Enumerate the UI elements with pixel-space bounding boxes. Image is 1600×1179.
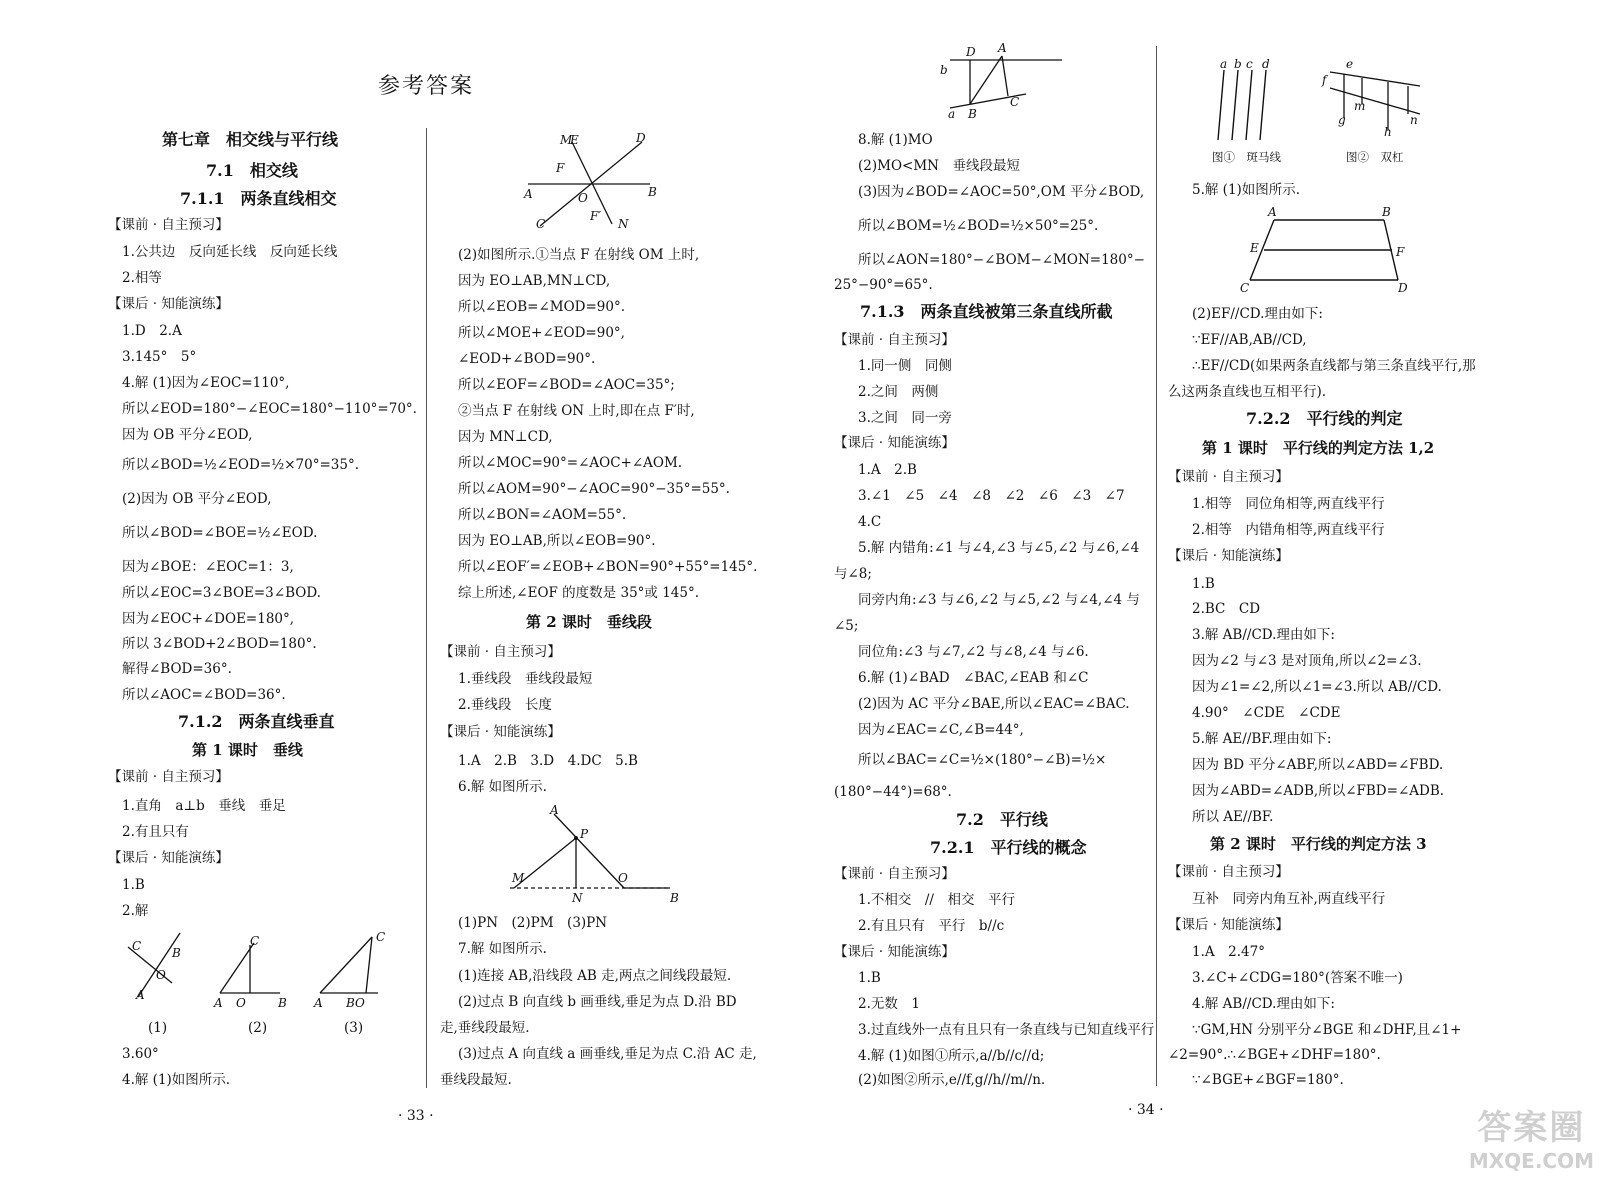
page-title: 参考答案 — [378, 74, 475, 99]
tag-preview: 【课前 · 自主预习】 — [1168, 864, 1289, 880]
answer-line: 所以∠BOM=½∠BOD=½×50°=25°. — [858, 218, 1099, 234]
answer-line: 2.有且只有 平行 b//c — [858, 918, 1005, 934]
svg-text:a: a — [1220, 57, 1228, 71]
tag-preview: 【课前 · 自主预习】 — [440, 644, 561, 660]
svg-text:D: D — [1398, 281, 1408, 295]
svg-text:C: C — [536, 217, 546, 231]
answer-line: 解得∠BOD=36°. — [122, 661, 232, 677]
figure-parallel-bars — [1314, 52, 1434, 144]
answer-line: 4.解 (1)因为∠EOC=110°, — [122, 375, 290, 391]
svg-text:E: E — [570, 133, 579, 147]
svg-text:n: n — [1410, 113, 1418, 127]
answer-line: (2)如图所示.①当点 F 在射线 OM 上时, — [458, 247, 700, 263]
answer-line: 1.同一侧 同侧 — [858, 358, 952, 374]
answer-line: 2.之间 两侧 — [858, 384, 939, 400]
answer-line: 2.解 — [122, 903, 149, 919]
answer-line: 所以∠BON=∠AOM=55°. — [458, 507, 627, 523]
tag-preview: 【课前 · 自主预习】 — [834, 332, 955, 348]
svg-text:N: N — [618, 217, 629, 231]
svg-text:a: a — [948, 107, 956, 121]
answer-line: 3.过直线外一点有且只有一条直线与已知直线平行 — [858, 1022, 1155, 1038]
watermark — [1469, 1100, 1594, 1173]
watermark-url: MXQE.COM — [1468, 1149, 1594, 1173]
figure-perpendicular-segment — [500, 802, 700, 907]
svg-text:A: A — [998, 42, 1007, 55]
answer-line: 1.B — [1192, 576, 1215, 592]
answer-line: 6.解 (1)∠BAD ∠BAC,∠EAB 和∠C — [858, 670, 1089, 686]
answer-line: 1.直角 a⊥b 垂线 垂足 — [122, 798, 286, 814]
answer-line: 所以∠BAC=∠C=½×(180°−∠B)=½× — [858, 752, 1107, 768]
svg-text:d: d — [1262, 57, 1270, 71]
section-heading: 7.1 相交线 — [206, 161, 298, 180]
answer-line: 1.公共边 反向延长线 反向延长线 — [122, 244, 338, 260]
answer-line: 7.解 如图所示. — [458, 941, 547, 957]
figure-caption: (1) — [148, 1020, 168, 1036]
answer-line: 所以∠EOC=3∠BOE=3∠BOD. — [122, 585, 321, 601]
answer-line: 1.垂线段 垂线段最短 — [458, 671, 593, 687]
tag-preview: 【课前 · 自主预习】 — [108, 217, 229, 233]
answer-line: 同位角:∠3 与∠7,∠2 与∠8,∠4 与∠6. — [858, 644, 1089, 660]
svg-text:B: B — [670, 891, 679, 905]
svg-text:A: A — [214, 996, 223, 1010]
figure-caption: 图② 双杠 — [1346, 150, 1404, 164]
figure-perpendiculars — [110, 925, 400, 1015]
svg-text:O: O — [578, 191, 588, 205]
answer-line: 2.无数 1 — [858, 996, 920, 1012]
svg-text:P: P — [580, 827, 589, 841]
answer-line: (2)MO<MN 垂线段最短 — [858, 158, 1020, 174]
svg-text:O: O — [236, 996, 246, 1010]
svg-text:m: m — [1354, 99, 1366, 113]
figure-intersecting-lines — [520, 128, 680, 238]
answer-line: 所以∠AOC=∠BOD=36°. — [122, 687, 286, 703]
column-divider — [1156, 46, 1157, 1086]
answer-line: 因为∠EAC=∠C,∠B=44°, — [858, 722, 1024, 738]
tag-practice: 【课后 · 知能演练】 — [1168, 548, 1289, 564]
answer-line: 1.相等 同位角相等,两直线平行 — [1192, 496, 1385, 512]
page-number: · 34 · — [1128, 1102, 1164, 1118]
svg-text:f: f — [1322, 73, 1327, 87]
svg-text:B: B — [968, 107, 977, 121]
figure-caption: (3) — [344, 1020, 364, 1036]
svg-text:B: B — [648, 185, 657, 199]
answer-line: 所以∠BOD=½∠EOD=½×70°=35°. — [122, 457, 359, 473]
figure-zebra-crossing — [1206, 56, 1286, 148]
answer-line: 么这两条直线也互相平行). — [1168, 384, 1327, 400]
svg-text:D: D — [966, 45, 976, 59]
answer-line: 所以∠EOB=∠MOD=90°. — [458, 299, 626, 315]
answer-line: 5.解 内错角:∠1 与∠4,∠3 与∠5,∠2 与∠6,∠4 — [858, 540, 1140, 556]
answer-line: 互补 同旁内角互补,两直线平行 — [1192, 891, 1386, 907]
answer-line: 同旁内角:∠3 与∠6,∠2 与∠5,∠2 与∠4,∠4 与 — [858, 592, 1140, 608]
svg-text:b: b — [940, 63, 948, 77]
tag-practice: 【课后 · 知能演练】 — [1168, 917, 1289, 933]
answer-line: 4.C — [858, 514, 882, 530]
answer-line: 因为∠ABD=∠ADB,所以∠FBD=∠ADB. — [1192, 783, 1445, 799]
answer-line: ∵∠BGE+∠BGF=180°. — [1192, 1072, 1344, 1088]
svg-text:A: A — [314, 996, 323, 1010]
svg-text:C: C — [1240, 281, 1250, 295]
svg-text:BO: BO — [346, 996, 365, 1010]
answer-line: 4.90° ∠CDE ∠CDE — [1192, 705, 1341, 721]
answer-line: ∵EF//AB,AB//CD, — [1192, 332, 1307, 348]
svg-text:A: A — [136, 988, 145, 1002]
svg-text:A: A — [524, 187, 533, 201]
answer-line: 所以∠MOE+∠EOD=90°, — [458, 325, 625, 341]
answer-line: 垂线段最短. — [440, 1072, 512, 1088]
answer-line: 因为 MN⊥CD, — [458, 429, 553, 445]
answer-line: 因为 BD 平分∠ABF,所以∠ABD=∠FBD. — [1192, 757, 1444, 773]
lesson-heading: 第 1 课时 平行线的判定方法 1,2 — [1202, 439, 1435, 457]
answer-line: 4.解 (1)如图①所示,a//b//c//d; — [858, 1048, 1045, 1064]
answer-line: 2.BC CD — [1192, 601, 1261, 617]
svg-text:C: C — [250, 934, 260, 948]
svg-text:B: B — [1382, 205, 1391, 219]
answer-line: ∵GM,HN 分别平分∠BGE 和∠DHF,且∠1+ — [1192, 1022, 1462, 1038]
answer-line: ∠EOD+∠BOD=90°. — [458, 351, 596, 367]
answer-line: 3.60° — [122, 1046, 159, 1062]
svg-text:g: g — [1338, 113, 1346, 127]
answer-line: 所以∠BOD=∠BOE=½∠EOD. — [122, 525, 318, 541]
answer-line: 3.∠1 ∠5 ∠4 ∠8 ∠2 ∠6 ∠3 ∠7 — [858, 488, 1125, 504]
subsection-heading: 7.2.2 平行线的判定 — [1246, 409, 1403, 428]
svg-text:F: F — [556, 161, 565, 175]
answer-line: 1.A 2.47° — [1192, 944, 1265, 960]
svg-text:B: B — [172, 946, 181, 960]
answer-line: 所以∠AOM=90°−∠AOC=90°−35°=55°. — [458, 481, 730, 497]
answer-line: 因为∠1=∠2,所以∠1=∠3.所以 AB//CD. — [1192, 679, 1442, 695]
answer-line: 1.不相交 // 相交 平行 — [858, 892, 1015, 908]
svg-text:h: h — [1384, 125, 1392, 139]
answer-line: 因为∠EOC+∠DOE=180°, — [122, 611, 295, 627]
answer-line: (1)PN (2)PM (3)PN — [458, 915, 608, 931]
answer-line: (3)过点 A 向直线 a 画垂线,垂足为点 C.沿 AC 走, — [458, 1046, 757, 1062]
answer-line: 5.解 AE//BF.理由如下: — [1192, 731, 1332, 747]
answer-line: 2.有且只有 — [122, 824, 189, 840]
tag-practice: 【课后 · 知能演练】 — [108, 850, 229, 866]
answer-line: 3.145° 5° — [122, 349, 197, 365]
answer-line: 2.相等 — [122, 270, 162, 286]
answer-line: (180°−44°)=68°. — [834, 784, 952, 800]
answer-line: (2)如图②所示,e//f,g//h//m//n. — [858, 1072, 1046, 1088]
answer-line: 8.解 (1)MO — [858, 132, 933, 148]
answer-line: 2.垂线段 长度 — [458, 697, 552, 713]
answer-line: 4.解 (1)如图所示. — [122, 1072, 231, 1088]
subsection-heading: 7.2.1 平行线的概念 — [930, 838, 1087, 857]
tag-preview: 【课前 · 自主预习】 — [834, 866, 955, 882]
figure-trapezoid — [1230, 204, 1420, 296]
tag-practice: 【课后 · 知能演练】 — [440, 724, 561, 740]
answer-line: 25°−90°=65°. — [834, 277, 933, 293]
answer-line: 6.解 如图所示. — [458, 779, 547, 795]
answer-line: (3)因为∠BOD=∠AOC=50°,OM 平分∠BOD, — [858, 184, 1145, 200]
svg-text:b: b — [1234, 57, 1242, 71]
svg-text:A: A — [550, 803, 559, 817]
svg-text:C: C — [376, 930, 386, 944]
answer-line: ∠2=90°.∴∠BGE+∠DHF=180°. — [1168, 1047, 1381, 1063]
lesson-heading: 第 2 课时 垂线段 — [526, 613, 652, 631]
answer-line: 走,垂线段最短. — [440, 1020, 530, 1036]
svg-text:O: O — [156, 968, 166, 982]
answer-line: (2)过点 B 向直线 b 画垂线,垂足为点 D.沿 BD — [458, 994, 737, 1010]
svg-text:A: A — [1268, 205, 1277, 219]
svg-text:N: N — [572, 891, 583, 905]
answer-line: ∴EF//CD(如果两条直线都与第三条直线平行,那 — [1192, 358, 1476, 374]
svg-text:e: e — [1346, 57, 1354, 71]
svg-text:C: C — [1010, 95, 1020, 109]
answer-line: 所以∠AON=180°−∠BOM−∠MON=180°− — [858, 252, 1145, 268]
svg-text:F: F — [1396, 245, 1405, 259]
chapter-heading: 第七章 相交线与平行线 — [162, 130, 339, 149]
answer-line: (1)连接 AB,沿线段 AB 走,两点之间线段最短. — [458, 968, 732, 984]
svg-text:C: C — [132, 939, 142, 953]
answer-line: ②当点 F 在射线 ON 上时,即在点 F′时, — [458, 403, 695, 419]
figure-caption: 图① 斑马线 — [1212, 150, 1281, 164]
answer-line: (2)因为 AC 平分∠BAE,所以∠EAC=∠BAC. — [858, 696, 1130, 712]
answer-line: 1.B — [858, 970, 881, 986]
section-heading: 7.2 平行线 — [956, 810, 1048, 829]
lesson-heading: 第 2 课时 平行线的判定方法 3 — [1210, 835, 1427, 853]
svg-text:O: O — [618, 871, 628, 885]
svg-text:c: c — [1246, 57, 1253, 71]
tag-practice: 【课后 · 知能演练】 — [108, 296, 229, 312]
answer-line: 1.B — [122, 877, 145, 893]
svg-text:M: M — [560, 133, 573, 147]
answer-line: 所以∠MOC=90°=∠AOC+∠AOM. — [458, 455, 683, 471]
answer-line: ∠5; — [834, 618, 859, 634]
answer-line: 因为 OB 平分∠EOD, — [122, 427, 253, 443]
answer-line: 1.A 2.B — [858, 462, 917, 478]
answer-line: 因为 EO⊥AB,所以∠EOB=90°. — [458, 533, 656, 549]
subsection-heading: 7.1.2 两条直线垂直 — [178, 712, 335, 731]
answer-line: 因为∠BOE：∠EOC=1：3, — [122, 559, 294, 575]
page-number: · 33 · — [398, 1108, 434, 1124]
answer-line: 1.A 2.B 3.D 4.DC 5.B — [458, 753, 638, 769]
answer-line: 4.解 AB//CD.理由如下: — [1192, 996, 1335, 1012]
subsection-heading: 7.1.3 两条直线被第三条直线所截 — [860, 302, 1113, 321]
svg-text:D: D — [636, 131, 646, 145]
answer-line: 所以∠EOF=∠BOD=∠AOC=35°; — [458, 377, 675, 393]
answer-line: 3.∠C+∠CDG=180°(答案不唯一) — [1192, 970, 1403, 986]
tag-preview: 【课前 · 自主预习】 — [108, 769, 229, 785]
answer-line: 所以 3∠BOD+2∠BOD=180°. — [122, 636, 317, 652]
answer-line: 所以 AE//BF. — [1192, 809, 1274, 825]
lesson-heading: 第 1 课时 垂线 — [192, 741, 303, 759]
column-divider — [426, 128, 427, 1088]
figure-caption: (2) — [248, 1020, 268, 1036]
answer-line: 3.之间 同一旁 — [858, 410, 952, 426]
tag-practice: 【课后 · 知能演练】 — [834, 944, 955, 960]
svg-text:M: M — [512, 871, 525, 885]
answer-line: (2)因为 OB 平分∠EOD, — [122, 491, 272, 507]
watermark-logo: 答案圈 — [1477, 1108, 1586, 1148]
answer-line: 所以∠EOF′=∠EOB+∠BON=90°+55°=145°. — [458, 559, 758, 575]
answer-line: 2.相等 内错角相等,两直线平行 — [1192, 522, 1385, 538]
answer-line: (2)EF//CD.理由如下: — [1192, 306, 1323, 322]
answer-line: 所以∠EOD=180°−∠EOC=180°−110°=70°. — [122, 401, 417, 417]
answer-line: 5.解 (1)如图所示. — [1192, 182, 1301, 198]
answer-line: 1.D 2.A — [122, 323, 182, 339]
tag-preview: 【课前 · 自主预习】 — [1168, 469, 1289, 485]
answer-line: 综上所述,∠EOF 的度数是 35°或 145°. — [458, 585, 700, 601]
answer-line: 3.解 AB//CD.理由如下: — [1192, 627, 1335, 643]
svg-text:B: B — [278, 996, 287, 1010]
answer-line: 与∠8; — [834, 566, 872, 582]
answer-line: 因为 EO⊥AB,MN⊥CD, — [458, 273, 611, 289]
svg-text:F′: F′ — [590, 209, 602, 223]
subsection-heading: 7.1.1 两条直线相交 — [180, 189, 337, 208]
svg-text:E: E — [1250, 241, 1259, 255]
answer-line: 因为∠2 与∠3 是对顶角,所以∠2=∠3. — [1192, 653, 1422, 669]
figure-shortest-path — [930, 42, 1070, 122]
tag-practice: 【课后 · 知能演练】 — [834, 435, 955, 451]
